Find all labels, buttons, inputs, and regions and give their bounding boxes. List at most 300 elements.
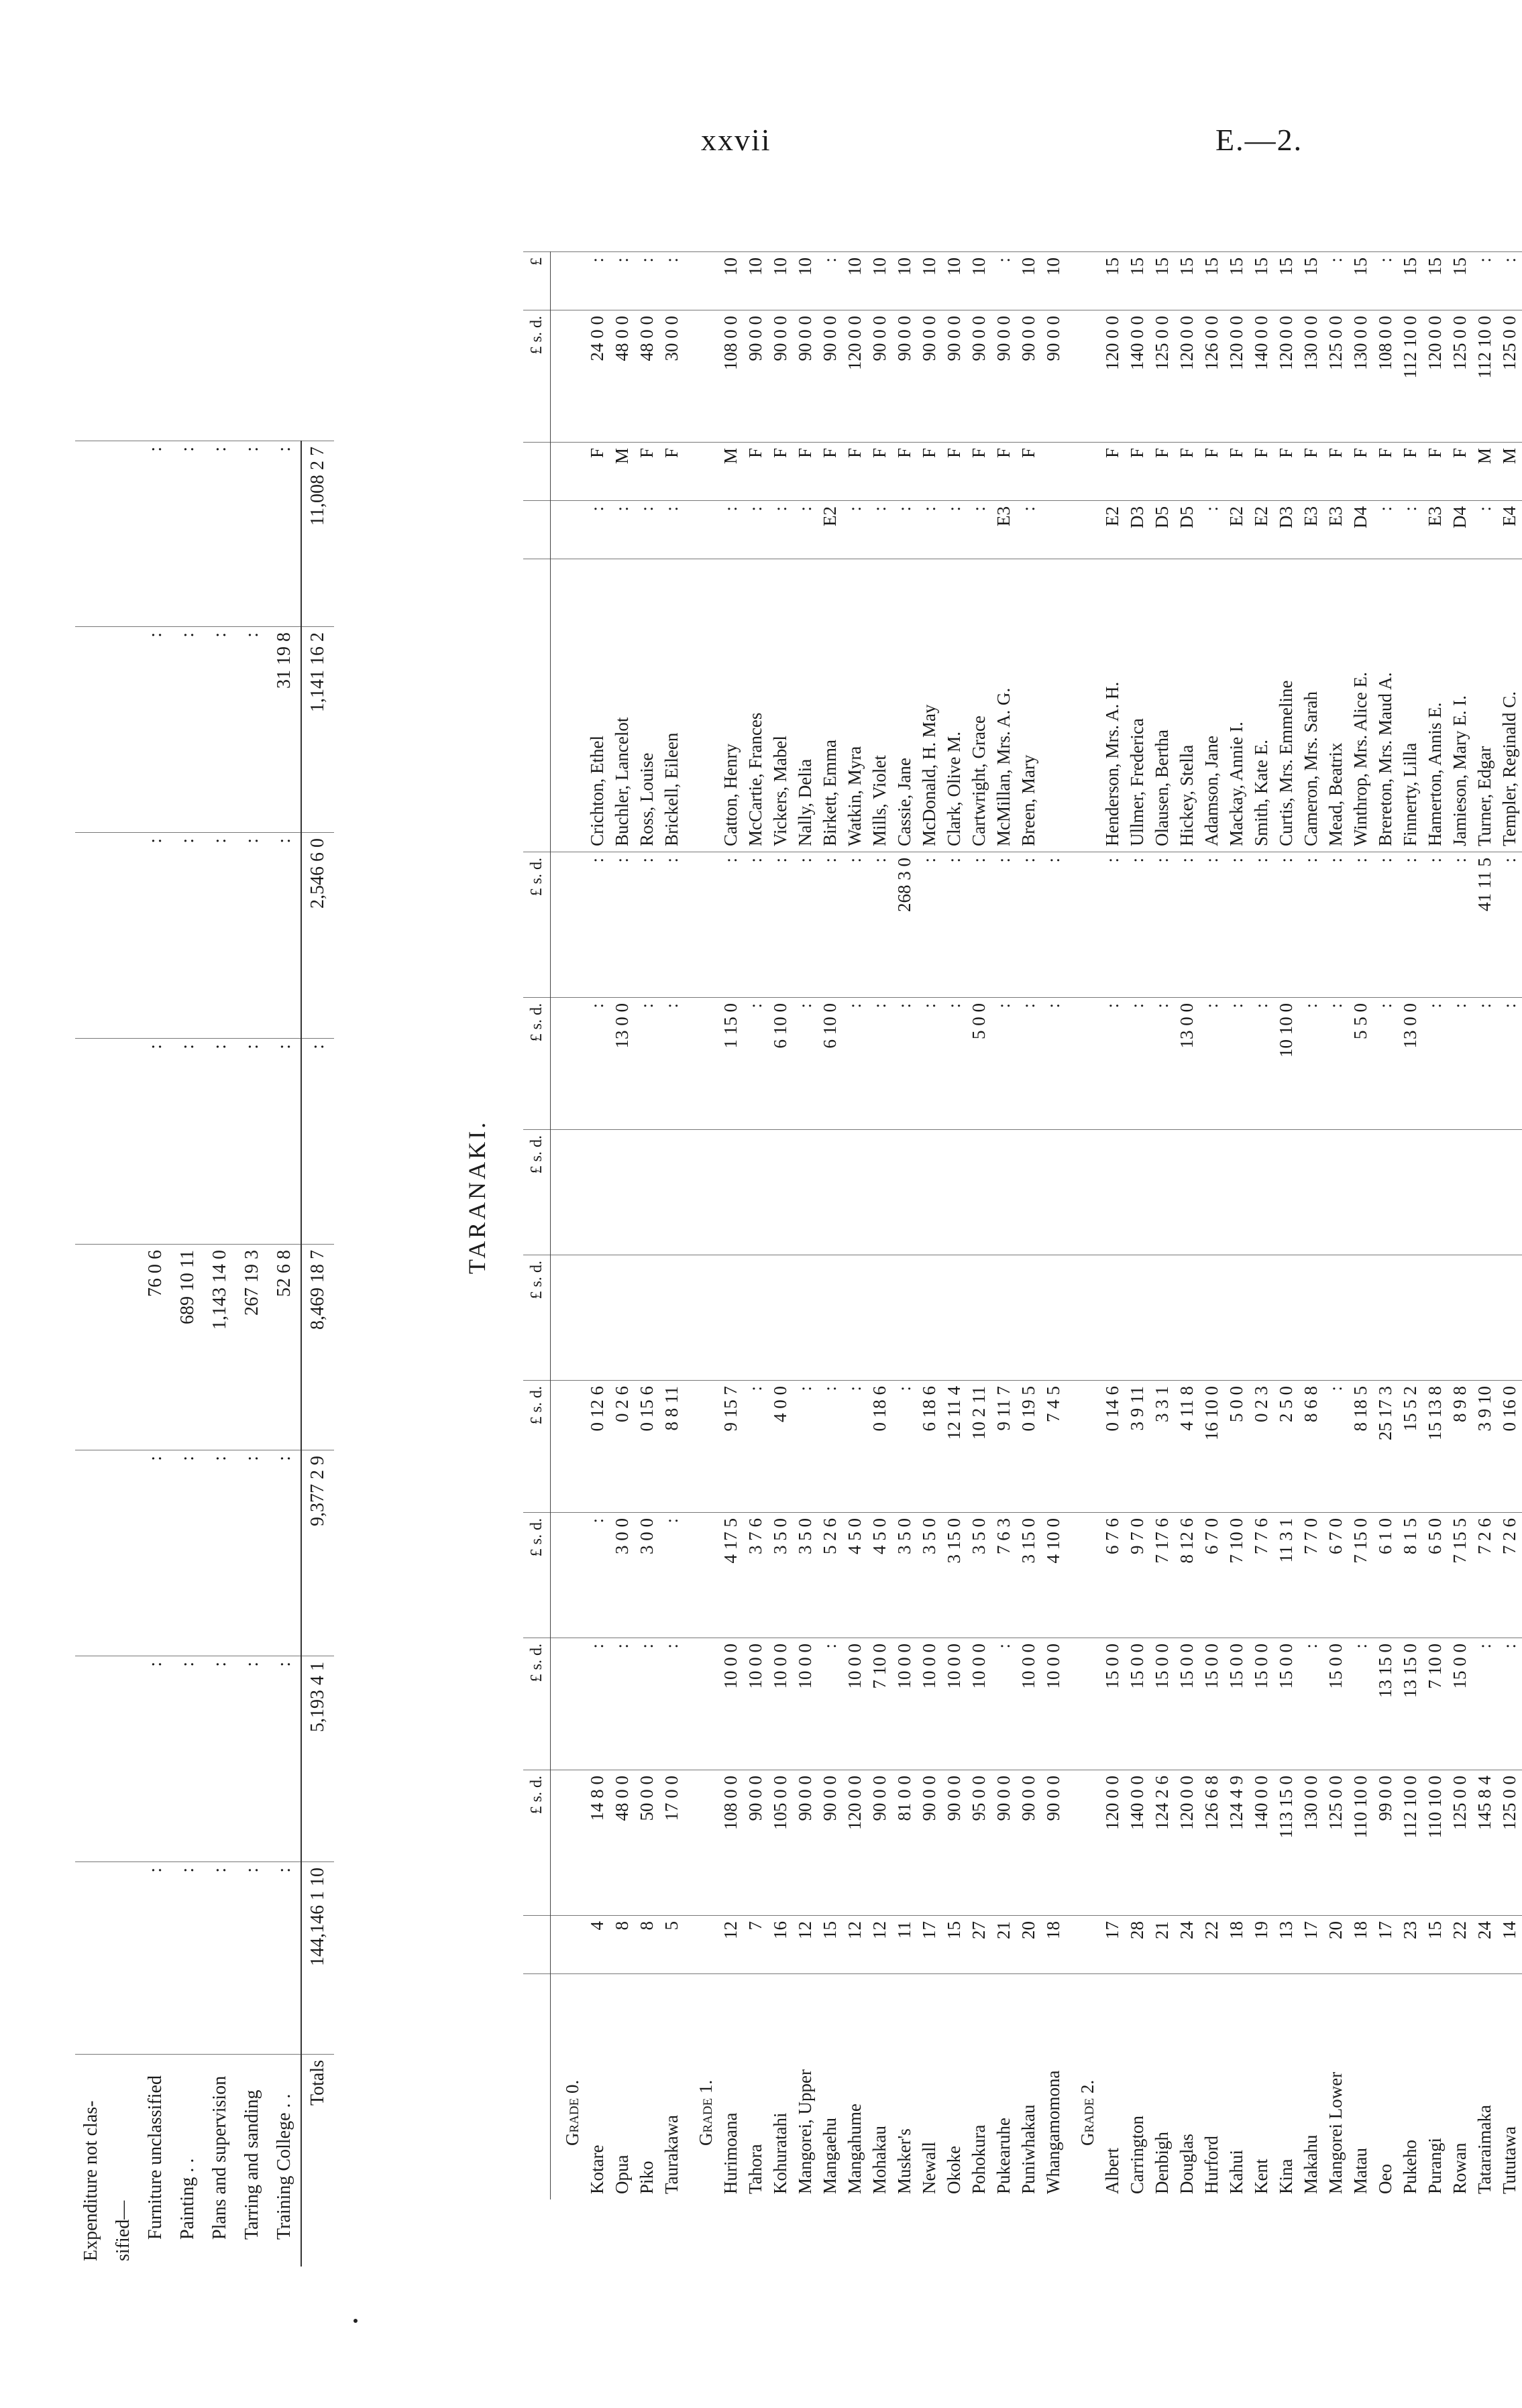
school-teacher: [1041, 559, 1066, 852]
school-g: 6 10 0: [818, 998, 842, 1130]
school-house: 7 2 6: [1472, 1513, 1497, 1638]
units-row: [523, 252, 551, 2200]
school-g: :: [1016, 998, 1041, 1130]
school-inc: 9 11 7: [991, 1381, 1016, 1513]
school-e: [1323, 1255, 1348, 1381]
school-rate: 90 0 0: [867, 310, 892, 443]
grade-spacer: [684, 1255, 718, 1381]
school-row: [768, 252, 793, 2200]
grade-spacer: [1066, 501, 1100, 559]
school-h: 268 3 0: [892, 852, 917, 998]
school-h: :: [1125, 852, 1150, 998]
grade-spacer: [1066, 559, 1100, 852]
expenditure-cell: [75, 1244, 107, 1450]
school-inc: 4 0 0: [768, 1381, 793, 1513]
school-teacher: Winthrop, Mrs. Alice E.: [1348, 559, 1373, 852]
school-h: :: [1199, 852, 1224, 998]
school-inc: :: [892, 1381, 917, 1513]
school-house: 9 7 0: [1125, 1513, 1150, 1638]
school-cls: E3: [991, 501, 1016, 559]
school-bonus: 15 0 0: [1199, 1638, 1224, 1770]
school-bonus: 15 0 0: [1323, 1638, 1348, 1770]
expenditure-row: [75, 441, 107, 2267]
expenditure-cell: :: [268, 1861, 301, 2054]
grade-spacer: [551, 998, 586, 1130]
expenditure-row: [172, 441, 204, 2267]
school-g: 5 5 0: [1348, 998, 1373, 1130]
school-f: [1373, 1130, 1398, 1255]
school-h: :: [1323, 852, 1348, 998]
school-name: Hurford: [1199, 1974, 1224, 2200]
school-f: [793, 1130, 818, 1255]
school-house: 7 7 6: [1249, 1513, 1274, 1638]
school-e: [818, 1255, 842, 1381]
school-att: 24: [1472, 1916, 1497, 1974]
school-sal: 140 0 0: [1125, 1770, 1150, 1916]
school-row: [610, 252, 635, 2200]
expenditure-cell: 689 10 11: [172, 1244, 204, 1450]
totals-cell: 8,469 18 7: [301, 1244, 334, 1450]
school-col: :: [818, 252, 842, 310]
school-inc: 8 9 8: [1448, 1381, 1472, 1513]
school-teacher: Birkett, Emma: [818, 559, 842, 852]
school-bonus: 10 0 0: [768, 1638, 793, 1770]
school-house: 7 17 6: [1150, 1513, 1175, 1638]
school-att: 15: [942, 1916, 967, 1974]
school-att: 12: [867, 1916, 892, 1974]
grade-spacer: [1066, 1255, 1100, 1381]
unit-label: £ s. d.: [523, 1638, 551, 1770]
school-h: :: [659, 852, 684, 998]
school-sal: 17 0 0: [659, 1770, 684, 1916]
school-e: [1423, 1255, 1448, 1381]
school-teacher: Brereton, Mrs. Maud A.: [1373, 559, 1398, 852]
school-h: :: [818, 852, 842, 998]
school-rate: 108 0 0: [718, 310, 743, 443]
school-e: [1150, 1255, 1175, 1381]
school-col: 15: [1175, 252, 1199, 310]
school-h: :: [718, 852, 743, 998]
grade-heading-row: [684, 252, 718, 2200]
school-f: [1448, 1130, 1472, 1255]
expenditure-cell: :: [172, 832, 204, 1038]
school-row: [991, 252, 1016, 2200]
school-house: 5 2 6: [818, 1513, 842, 1638]
school-col: 15: [1125, 252, 1150, 310]
school-sex: F: [659, 443, 684, 501]
school-rate: 120 0 0: [1274, 310, 1299, 443]
school-inc: :: [793, 1381, 818, 1513]
school-inc: :: [842, 1381, 867, 1513]
grade-spacer: [551, 852, 586, 998]
school-house: 3 5 0: [768, 1513, 793, 1638]
school-house: 4 17 5: [718, 1513, 743, 1638]
grade-spacer: [1066, 443, 1100, 501]
expenditure-cell: [75, 1656, 107, 1861]
school-f: [1348, 1130, 1373, 1255]
school-row: [867, 252, 892, 2200]
school-h: :: [1175, 852, 1199, 998]
school-g: :: [1423, 998, 1448, 1130]
school-sex: F: [1373, 443, 1398, 501]
school-teacher: Crichton, Ethel: [585, 559, 610, 852]
school-e: [892, 1255, 917, 1381]
totals-row: [301, 441, 334, 2267]
school-name: Mangorei Lower: [1323, 1974, 1348, 2200]
school-col: 10: [1041, 252, 1066, 310]
school-f: [1224, 1130, 1249, 1255]
school-name: Tahora: [743, 1974, 768, 2200]
school-teacher: Breen, Mary: [1016, 559, 1041, 852]
school-sal: 90 0 0: [793, 1770, 818, 1916]
school-f: [1274, 1130, 1299, 1255]
school-teacher: Mackay, Annie I.: [1224, 559, 1249, 852]
school-sal: 113 15 0: [1274, 1770, 1299, 1916]
school-h: :: [743, 852, 768, 998]
school-e: [718, 1255, 743, 1381]
school-bonus: :: [610, 1638, 635, 1770]
school-att: 20: [1016, 1916, 1041, 1974]
school-row: [1199, 252, 1224, 2200]
school-att: 20: [1323, 1916, 1348, 1974]
expenditure-cell: :: [204, 1038, 236, 1244]
school-inc: 16 10 0: [1199, 1381, 1224, 1513]
school-sal: 90 0 0: [867, 1770, 892, 1916]
school-f: [842, 1130, 867, 1255]
school-bonus: 15 0 0: [1125, 1638, 1150, 1770]
school-house: 3 5 0: [793, 1513, 818, 1638]
school-inc: 4 11 8: [1175, 1381, 1199, 1513]
school-rate: 48 0 0: [610, 310, 635, 443]
school-rate: 90 0 0: [967, 310, 991, 443]
school-rate: 120 0 0: [1100, 310, 1125, 443]
school-e: [967, 1255, 991, 1381]
school-h: :: [1373, 852, 1398, 998]
school-sal: 126 6 8: [1199, 1770, 1224, 1916]
school-cls: :: [1373, 501, 1398, 559]
school-sal: 120 0 0: [842, 1770, 867, 1916]
expenditure-cell: :: [140, 1861, 172, 2054]
school-name: Okoke: [942, 1974, 967, 2200]
school-row: [1348, 252, 1373, 2200]
school-att: 22: [1199, 1916, 1224, 1974]
school-inc: 0 12 6: [585, 1381, 610, 1513]
grade-spacer: [684, 443, 718, 501]
expenditure-cell: [107, 1656, 140, 1861]
expenditure-row: [107, 441, 140, 2267]
school-h: :: [1224, 852, 1249, 998]
school-bonus: :: [1472, 1638, 1497, 1770]
school-sex: F: [1199, 443, 1224, 501]
expenditure-cell: :: [236, 1450, 268, 1656]
school-house: 7 6 3: [991, 1513, 1016, 1638]
school-name: Kina: [1274, 1974, 1299, 2200]
unit-label: £ s. d.: [523, 1255, 551, 1381]
school-e: [1041, 1255, 1066, 1381]
expenditure-cell: :: [236, 832, 268, 1038]
grade-title: Grade 0.: [551, 1974, 586, 2200]
school-teacher: Ross, Louise: [635, 559, 659, 852]
school-teacher: McMillan, Mrs. A. G.: [991, 559, 1016, 852]
school-rate: 90 0 0: [991, 310, 1016, 443]
school-att: 19: [1249, 1916, 1274, 1974]
grade-spacer: [1066, 252, 1100, 310]
school-att: 17: [1373, 1916, 1398, 1974]
unit-label: £: [523, 252, 551, 310]
school-h: :: [842, 852, 867, 998]
expenditure-cell: 31 19 8: [268, 626, 301, 832]
school-bonus: 10 0 0: [1016, 1638, 1041, 1770]
grade-spacer: [684, 852, 718, 998]
school-cls: :: [1472, 501, 1497, 559]
expenditure-cell: 52 6 8: [268, 1244, 301, 1450]
school-teacher: Curtis, Mrs. Emmeline: [1274, 559, 1299, 852]
school-house: 6 5 0: [1423, 1513, 1448, 1638]
school-inc: 25 17 3: [1373, 1381, 1398, 1513]
school-teacher: Catton, Henry: [718, 559, 743, 852]
expenditure-cell: [107, 832, 140, 1038]
school-f: [1016, 1130, 1041, 1255]
school-col: 10: [942, 252, 967, 310]
expenditure-cell: :: [268, 441, 301, 626]
school-name: Mangahume: [842, 1974, 867, 2200]
school-name: Douglas: [1175, 1974, 1199, 2200]
grade-spacer: [1066, 1916, 1100, 1974]
school-att: 5: [659, 1916, 684, 1974]
school-col: 15: [1448, 252, 1472, 310]
school-teacher: Henderson, Mrs. A. H.: [1100, 559, 1125, 852]
school-row: [818, 252, 842, 2200]
school-rate: 90 0 0: [917, 310, 942, 443]
school-col: :: [1373, 252, 1398, 310]
expenditure-cell: :: [236, 1038, 268, 1244]
school-name: Rowan: [1448, 1974, 1472, 2200]
school-inc: 0 19 5: [1016, 1381, 1041, 1513]
school-cls: E3: [1323, 501, 1348, 559]
school-f: [768, 1130, 793, 1255]
school-sal: 90 0 0: [743, 1770, 768, 1916]
school-e: [1249, 1255, 1274, 1381]
school-teacher: Clark, Olive M.: [942, 559, 967, 852]
school-rate: 120 0 0: [842, 310, 867, 443]
school-inc: 6 18 6: [917, 1381, 942, 1513]
school-e: [1448, 1255, 1472, 1381]
school-g: :: [1125, 998, 1150, 1130]
school-cls: :: [842, 501, 867, 559]
expenditure-label: Furniture unclassified: [140, 2054, 172, 2267]
school-teacher: Vickers, Mabel: [768, 559, 793, 852]
school-bonus: 10 0 0: [917, 1638, 942, 1770]
school-e: [1398, 1255, 1423, 1381]
school-row: [942, 252, 967, 2200]
schools-table: [523, 251, 1522, 2199]
school-rate: 30 0 0: [659, 310, 684, 443]
school-sex: F: [635, 443, 659, 501]
school-house: 4 5 0: [867, 1513, 892, 1638]
school-inc: 15 5 2: [1398, 1381, 1423, 1513]
school-teacher: Buchler, Lancelot: [610, 559, 635, 852]
school-h: :: [1016, 852, 1041, 998]
expenditure-cell: 267 19 3: [236, 1244, 268, 1450]
school-teacher: Watkin, Myra: [842, 559, 867, 852]
school-inc: 8 18 5: [1348, 1381, 1373, 1513]
school-inc: 2 5 0: [1274, 1381, 1299, 1513]
expenditure-cell: :: [140, 1038, 172, 1244]
expenditure-cell: :: [204, 626, 236, 832]
unit-label: £ s. d.: [523, 1770, 551, 1916]
school-sex: M: [610, 443, 635, 501]
school-cls: :: [867, 501, 892, 559]
school-rate: 90 0 0: [793, 310, 818, 443]
school-f: [967, 1130, 991, 1255]
school-f: [892, 1130, 917, 1255]
school-e: [768, 1255, 793, 1381]
school-e: [1016, 1255, 1041, 1381]
school-att: 21: [991, 1916, 1016, 1974]
school-row: [1323, 252, 1348, 2200]
grade-spacer: [1066, 998, 1100, 1130]
school-sal: 125 0 0: [1497, 1770, 1522, 1916]
expenditure-cell: :: [236, 1861, 268, 2054]
school-g: :: [1448, 998, 1472, 1130]
school-sex: F: [1448, 443, 1472, 501]
school-e: [1497, 1255, 1522, 1381]
grade-spacer: [551, 1130, 586, 1255]
unit-label: [523, 443, 551, 501]
school-inc: 3 3 1: [1150, 1381, 1175, 1513]
school-f: [1299, 1130, 1323, 1255]
school-att: 12: [842, 1916, 867, 1974]
school-g: :: [585, 998, 610, 1130]
school-row: [967, 252, 991, 2200]
unit-label: £ s. d.: [523, 1130, 551, 1255]
school-h: :: [1041, 852, 1066, 998]
school-bonus: 15 0 0: [1224, 1638, 1249, 1770]
school-h: :: [1100, 852, 1125, 998]
school-inc: 9 15 7: [718, 1381, 743, 1513]
school-sex: F: [1016, 443, 1041, 501]
school-col: 15: [1249, 252, 1274, 310]
school-bonus: 15 0 0: [1100, 1638, 1125, 1770]
schools-table-block: [523, 188, 1522, 2199]
expenditure-cell: :: [140, 832, 172, 1038]
school-house: 4 10 0: [1041, 1513, 1066, 1638]
school-name: Piko: [635, 1974, 659, 2200]
school-house: 11 3 1: [1274, 1513, 1299, 1638]
school-sal: 112 10 0: [1398, 1770, 1423, 1916]
school-house: 3 0 0: [635, 1513, 659, 1638]
school-bonus: :: [818, 1638, 842, 1770]
grade-spacer: [551, 1638, 586, 1770]
school-row: [1100, 252, 1125, 2200]
school-sex: F: [1423, 443, 1448, 501]
school-g: :: [842, 998, 867, 1130]
school-house: 6 7 0: [1323, 1513, 1348, 1638]
grade-spacer: [1066, 1381, 1100, 1513]
school-house: 6 7 6: [1100, 1513, 1125, 1638]
school-name: Kotare: [585, 1974, 610, 2200]
school-rate: 120 0 0: [1224, 310, 1249, 443]
school-sex: F: [991, 443, 1016, 501]
school-g: 10 10 0: [1274, 998, 1299, 1130]
school-inc: 0 2 6: [610, 1381, 635, 1513]
school-e: [942, 1255, 967, 1381]
school-h: :: [1423, 852, 1448, 998]
school-rate: 120 0 0: [1423, 310, 1448, 443]
school-h: :: [917, 852, 942, 998]
expenditure-cell: [75, 832, 107, 1038]
school-h: :: [942, 852, 967, 998]
school-sex: F: [793, 443, 818, 501]
school-cls: E3: [1423, 501, 1448, 559]
grade-spacer: [1066, 1638, 1100, 1770]
school-e: [585, 1255, 610, 1381]
school-cls: E2: [1100, 501, 1125, 559]
school-att: 13: [1274, 1916, 1299, 1974]
school-name: Opua: [610, 1974, 635, 2200]
school-col: 15: [1199, 252, 1224, 310]
school-name: Carrington: [1125, 1974, 1150, 2200]
expenditure-cell: [107, 441, 140, 626]
region-title: TARANAKI.: [464, 1119, 490, 1274]
school-row: [743, 252, 768, 2200]
school-col: 15: [1423, 252, 1448, 310]
school-bonus: 10 0 0: [743, 1638, 768, 1770]
school-col: 15: [1274, 252, 1299, 310]
school-house: 7 7 0: [1299, 1513, 1323, 1638]
school-inc: :: [743, 1381, 768, 1513]
school-bonus: 10 0 0: [892, 1638, 917, 1770]
grade-title: Grade 2.: [1066, 1974, 1100, 2200]
school-teacher: Cameron, Mrs. Sarah: [1299, 559, 1323, 852]
school-inc: 12 11 4: [942, 1381, 967, 1513]
school-col: 15: [1348, 252, 1373, 310]
school-sex: F: [768, 443, 793, 501]
school-sal: 105 0 0: [768, 1770, 793, 1916]
school-col: 10: [743, 252, 768, 310]
school-sal: 50 0 0: [635, 1770, 659, 1916]
school-h: :: [1150, 852, 1175, 998]
expenditure-cell: :: [140, 441, 172, 626]
school-sal: 90 0 0: [1016, 1770, 1041, 1916]
school-e: [991, 1255, 1016, 1381]
school-sex: F: [967, 443, 991, 501]
school-e: [1199, 1255, 1224, 1381]
school-att: 24: [1175, 1916, 1199, 1974]
school-col: :: [635, 252, 659, 310]
school-f: [659, 1130, 684, 1255]
expenditure-row: [236, 441, 268, 2267]
school-f: [1199, 1130, 1224, 1255]
unit-label: £ s. d.: [523, 1513, 551, 1638]
unit-label: £ s. d.: [523, 998, 551, 1130]
school-col: 10: [967, 252, 991, 310]
school-teacher: Hamerton, Annis E.: [1423, 559, 1448, 852]
school-sal: 120 0 0: [1175, 1770, 1199, 1916]
school-h: :: [1398, 852, 1423, 998]
grade-spacer: [1066, 1513, 1100, 1638]
grade-spacer: [684, 252, 718, 310]
school-teacher: Finnerty, Lilla: [1398, 559, 1423, 852]
school-name: Matau: [1348, 1974, 1373, 2200]
school-f: [942, 1130, 967, 1255]
school-sex: F: [917, 443, 942, 501]
school-teacher: Hickey, Stella: [1175, 559, 1199, 852]
school-att: 7: [743, 1916, 768, 1974]
school-rate: 90 0 0: [818, 310, 842, 443]
school-bonus: 13 15 0: [1373, 1638, 1398, 1770]
school-g: 13 0 0: [610, 998, 635, 1130]
